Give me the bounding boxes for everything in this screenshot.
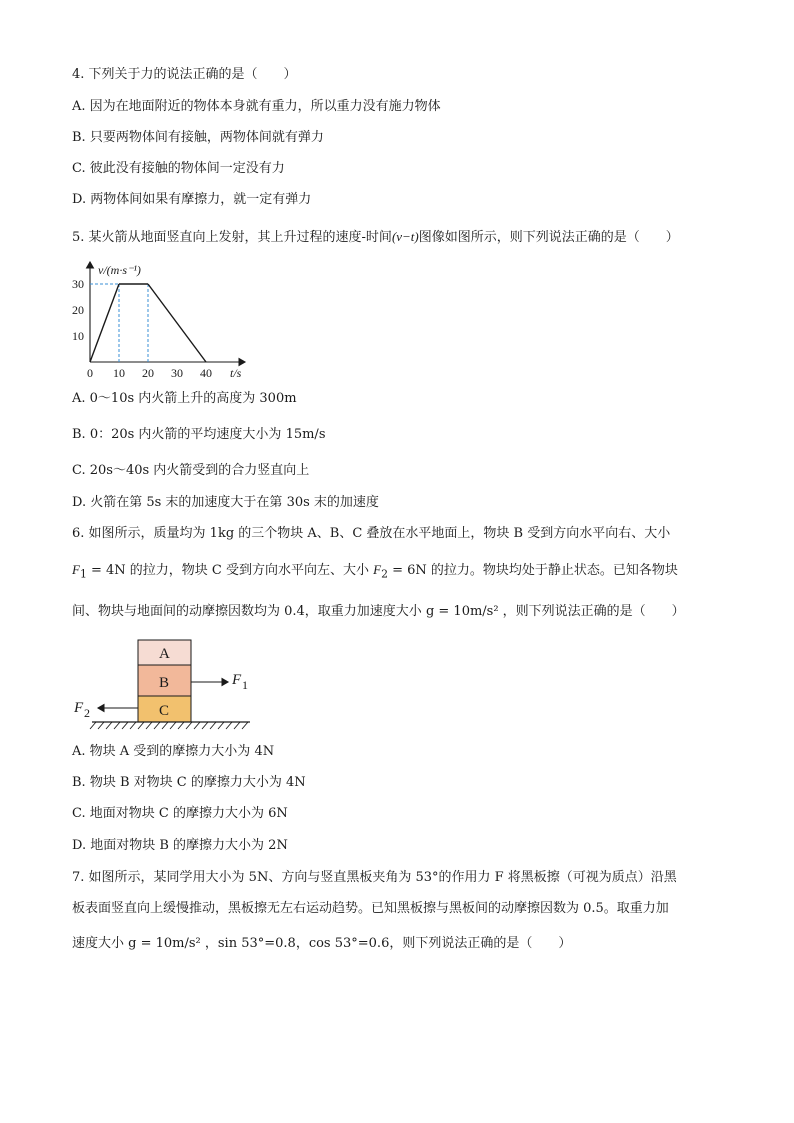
series-segment <box>90 284 119 362</box>
hatch-line <box>138 722 144 729</box>
hatch-line <box>178 722 184 729</box>
q6-option-c: C. 地面对物块 C 的摩擦力大小为 6N <box>72 806 288 821</box>
hatch-line <box>202 722 208 729</box>
blocks-figure <box>70 636 270 740</box>
x-axis-label: t/s <box>230 366 242 380</box>
q5-stem-text-b: 图像如图所示，则下列说法正确的是（ ） <box>418 230 679 245</box>
hatch-line <box>98 722 104 729</box>
vt-graph-svg <box>70 258 260 383</box>
q4-option-b: B. 只要两物体间有接触，两物体间就有弹力 <box>72 130 324 145</box>
q5-option-c: C. 20s～40s 内火箭受到的合力竖直向上 <box>72 463 310 478</box>
hatch-line <box>194 722 200 729</box>
q5-option-b: B. 0：20s 内火箭的平均速度大小为 15m/s <box>72 427 326 442</box>
hatch-line <box>210 722 216 729</box>
y-axis-label: v/(m·s⁻¹) <box>98 263 141 277</box>
x-tick-label: 10 <box>113 366 125 380</box>
x-tick-label: 0 <box>87 366 93 380</box>
q6-line-2 <box>72 561 678 584</box>
q6-f1-symbol: F <box>72 562 80 577</box>
blocks-figure-svg <box>70 636 270 736</box>
x-tick-label: 40 <box>200 366 212 380</box>
force-f2-subscript: 2 <box>84 706 90 720</box>
series-segment <box>148 284 206 362</box>
y-tick-label: 30 <box>72 277 84 291</box>
block-a-label: A <box>159 646 170 662</box>
q6-option-a: A. 物块 A 受到的摩擦力大小为 4N <box>72 744 275 759</box>
hatch-line <box>146 722 152 729</box>
force-f1-subscript: 1 <box>242 678 248 692</box>
x-tick-label: 30 <box>171 366 183 380</box>
q6-line-3: 间、物块与地面间的动摩擦因数均为 0.4，取重力加速度大小 g = 10m/s² ，则下列说法正确的是（ ） <box>72 604 685 619</box>
hatch-line <box>114 722 120 729</box>
q5-stem-text-a: 5. 某火箭从地面竖直向上发射，其上升过程的速度-时间 <box>72 230 392 245</box>
force-f2-label: F <box>74 700 84 716</box>
hatch-line <box>154 722 160 729</box>
x-tick-label: 20 <box>142 366 154 380</box>
hatch-line <box>162 722 168 729</box>
q5-stem-paren: (v−t) <box>391 229 419 244</box>
q4-stem: 4. 下列关于力的说法正确的是（ ） <box>72 67 297 82</box>
hatch-line <box>226 722 232 729</box>
q7-line-2: 板表面竖直向上缓慢推动，黑板擦无左右运动趋势。已知黑板擦与黑板间的动摩擦因数为 0.5。取重力加 <box>72 901 669 916</box>
q6-option-d: D. 地面对物块 B 的摩擦力大小为 2N <box>72 838 288 853</box>
q5-stem <box>72 228 679 247</box>
vt-graph <box>70 258 260 387</box>
hatch-line <box>122 722 128 729</box>
hatch-line <box>170 722 176 729</box>
q5-option-a: A. 0～10s 内火箭上升的高度为 300m <box>72 391 297 406</box>
q6-line-2-text-b: = 6N 的拉力。物块均处于静止状态。已知各物块 <box>387 563 678 578</box>
q6-line-1: 6. 如图所示，质量均为 1kg 的三个物块 A、B、C 叠放在水平地面上，物块 B 受到方向水平向右、大小 <box>72 526 671 541</box>
q6-f2-subscript: 2 <box>381 567 388 581</box>
hatch-line <box>234 722 240 729</box>
block-c-label: C <box>159 703 170 719</box>
hatch-line <box>106 722 112 729</box>
y-tick-label: 10 <box>72 329 84 343</box>
q6-f2-symbol: F <box>373 562 382 577</box>
force-f1-label: F <box>232 672 242 688</box>
y-tick-label: 20 <box>72 303 84 317</box>
q4-option-c: C. 彼此没有接触的物体间一定没有力 <box>72 161 285 176</box>
hatch-line <box>130 722 136 729</box>
q6-option-b: B. 物块 B 对物块 C 的摩擦力大小为 4N <box>72 775 306 790</box>
q6-f1-subscript: 1 <box>79 567 87 581</box>
q7-line-1: 7. 如图所示，某同学用大小为 5N、方向与竖直黑板夹角为 53°的作用力 F 将黑板擦（可视为质点）沿黑 <box>72 870 677 885</box>
q6-line-2-text-a: = 4N 的拉力，物块 C 受到方向水平向左、大小 <box>86 563 374 578</box>
q4-option-d: D. 两物体间如果有摩擦力，就一定有弹力 <box>72 192 312 207</box>
hatch-line <box>242 722 248 729</box>
q7-line-3: 速度大小 g = 10m/s² ，sin 53°=0.8，cos 53°=0.6，则下列说法正确的是（ ） <box>72 936 572 951</box>
hatch-line <box>186 722 192 729</box>
q5-option-d: D. 火箭在第 5s 末的加速度大于在第 30s 末的加速度 <box>72 495 379 510</box>
hatch-line <box>218 722 224 729</box>
hatch-line <box>90 722 96 729</box>
ground-hatching <box>90 722 248 729</box>
q4-option-a: A. 因为在地面附近的物体本身就有重力，所以重力没有施力物体 <box>72 99 441 114</box>
block-b-label: B <box>159 675 170 691</box>
